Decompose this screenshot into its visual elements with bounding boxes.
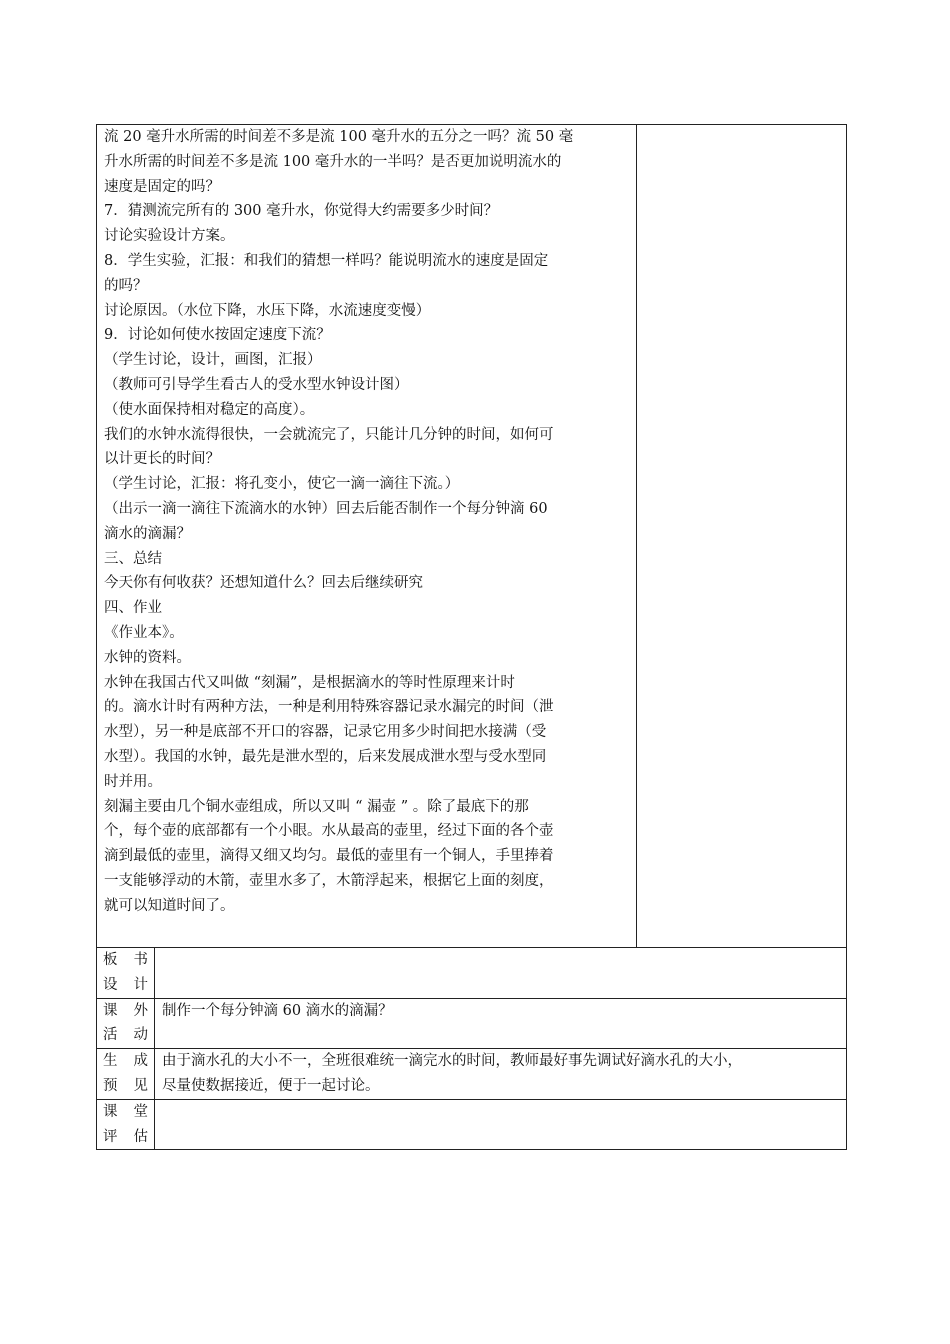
table-row-board-design xyxy=(97,948,847,999)
row-content xyxy=(155,1099,847,1150)
text-line: 9．讨论如何使水按固定速度下流？ xyxy=(104,327,331,344)
table-row-class-evaluation xyxy=(97,1099,847,1150)
text-line: 讨论实验设计方案。 xyxy=(104,228,235,245)
text-line: 《作业本》。 xyxy=(104,624,184,641)
text-line: 的吗？ xyxy=(104,277,148,294)
text-line: 水型），另一种是底部不开口的容器，记录它用多少时间把水接满（受 xyxy=(104,724,547,741)
teaching-process-row xyxy=(97,125,847,948)
text-line: 我们的水钟水流得很快，一会就流完了，只能计几分钟的时间，如何可 xyxy=(104,426,554,443)
teaching-process-cell xyxy=(97,125,637,948)
text-line: 滴到最低的壶里，滴得又细又均匀。最低的壶里有一个铜人，手里捧着 xyxy=(104,848,554,865)
text-line: 刻漏主要由几个铜水壶组成，所以又叫 “ 漏壶 ” 。除了最底下的那 xyxy=(104,798,529,815)
lesson-plan-page xyxy=(96,124,846,1150)
row-content xyxy=(155,998,847,1049)
text-line: （使水面保持相对稳定的高度）。 xyxy=(104,401,315,418)
table-row-generation-forecast xyxy=(97,1049,847,1100)
teaching-process-text xyxy=(104,125,629,919)
text-line: 今天你有何收获？还想知道什么？回去后继续研究 xyxy=(104,575,423,592)
text-line: 四、作业 xyxy=(104,600,162,617)
text-line: 水钟在我国古代又叫做 “刻漏”，是根据滴水的等时性原理来计时 xyxy=(104,674,515,691)
text-line: （教师可引导学生看古人的受水型水钟设计图） xyxy=(104,376,409,393)
row-content xyxy=(155,1049,847,1100)
text-line: 8．学生实验，汇报：和我们的猜想一样吗？能说明流水的速度是固定 xyxy=(104,252,549,269)
text-line: 升水所需的时间差不多是流 100 毫升水的一半吗？是否更加说明流水的 xyxy=(104,153,562,170)
text-line: 水型）。我国的水钟，最先是泄水型的，后来发展成泄水型与受水型同 xyxy=(104,748,547,765)
text-line: 的。滴水计时有两种方法，一种是利用特殊容器记录水漏完的时间（泄 xyxy=(104,699,554,716)
row-content xyxy=(155,948,847,999)
row-label: 课 堂 评估 xyxy=(97,1099,155,1150)
lesson-plan-table xyxy=(96,124,847,1150)
text-line: 一支能够浮动的木箭，壶里水多了，木箭浮起来，根据它上面的刻度， xyxy=(104,872,554,889)
text-line: 时并用。 xyxy=(104,773,162,790)
text-line: 由于滴水孔的大小不一，全班很难统一滴完水的时间，教师最好事先调试好滴水孔的大小， xyxy=(162,1053,742,1070)
text-line: （学生讨论，设计，画图，汇报） xyxy=(104,352,322,369)
row-label: 生 成 预见 xyxy=(97,1049,155,1100)
text-line: 讨论原因。（水位下降，水压下降，水流速度变慢） xyxy=(104,302,431,319)
text-line: 水钟的资料。 xyxy=(104,649,191,666)
text-line: （出示一滴一滴往下流滴水的水钟）回去后能否制作一个每分钟滴 60 xyxy=(104,500,548,517)
text-line: 就可以知道时间了。 xyxy=(104,897,235,914)
text-line: 制作一个每分钟滴 60 滴水的滴漏？ xyxy=(162,1002,393,1019)
row-label: 板 书 设计 xyxy=(97,948,155,999)
text-line: 三、总结 xyxy=(104,550,162,567)
text-line: 速度是固定的吗？ xyxy=(104,178,220,195)
row-label: 课 外 活动 xyxy=(97,998,155,1049)
text-line: 以计更长的时间？ xyxy=(104,451,220,468)
text-line: 滴水的滴漏？ xyxy=(104,525,191,542)
text-line: 流 20 毫升水所需的时间差不多是流 100 毫升水的五分之一吗？流 50 毫 xyxy=(104,129,574,145)
text-line: （学生讨论，汇报：将孔变小，使它一滴一滴往下流。） xyxy=(104,476,460,493)
text-line: 尽量使数据接近，便于一起讨论。 xyxy=(162,1077,380,1094)
notes-cell xyxy=(637,125,847,948)
text-line: 个，每个壶的底部都有一个小眼。水从最高的壶里，经过下面的各个壶 xyxy=(104,823,554,840)
table-row-extracurricular xyxy=(97,998,847,1049)
text-line: 7．猜测流完所有的 300 毫升水，你觉得大约需要多少时间？ xyxy=(104,203,499,220)
